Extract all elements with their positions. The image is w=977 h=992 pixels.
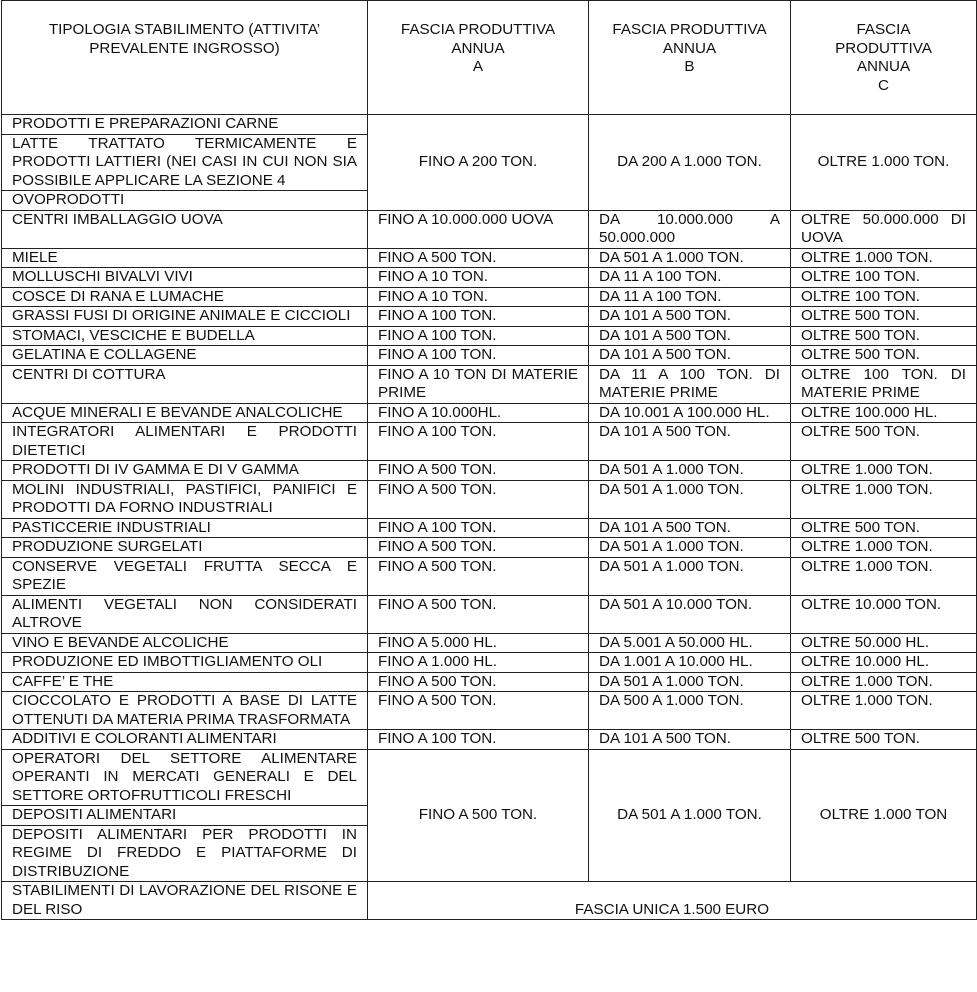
- row-fascia-b: DA 101 A 500 TON.: [589, 326, 791, 346]
- table-row: [2, 210, 977, 248]
- row-fascia-a: FINO A 100 TON.: [368, 326, 589, 346]
- row-fascia-a: FINO A 5.000 HL.: [368, 633, 589, 653]
- row-fascia-c: OLTRE 1.000 TON.: [791, 480, 977, 518]
- header-row: [2, 1, 977, 115]
- row-fascia-b: DA 501 A 10.000 TON.: [589, 595, 791, 633]
- row-fascia-b: DA 101 A 500 TON.: [589, 730, 791, 750]
- group1-fascia-c: OLTRE 1.000 TON.: [791, 115, 977, 211]
- table-row: [2, 461, 977, 481]
- row-fascia-c: OLTRE 500 TON.: [791, 346, 977, 366]
- row-tipologia: ALIMENTI VEGETALI NON CONSIDERATI ALTROVE: [2, 595, 368, 633]
- row-tipologia: INTEGRATORI ALIMENTARI E PRODOTTI DIETETICI: [2, 423, 368, 461]
- row-fascia-a: FINO A 10 TON.: [368, 287, 589, 307]
- row-fascia-c: OLTRE 50.000.000 DI UOVA: [791, 210, 977, 248]
- row-fascia-a: FINO A 100 TON.: [368, 518, 589, 538]
- table-row: [2, 287, 977, 307]
- row-tipologia: ADDITIVI E COLORANTI ALIMENTARI: [2, 730, 368, 750]
- row-tipologia: ACQUE MINERALI E BEVANDE ANALCOLICHE: [2, 403, 368, 423]
- row-fascia-b: DA 101 A 500 TON.: [589, 423, 791, 461]
- row-fascia-b: DA 10.001 A 100.000 HL.: [589, 403, 791, 423]
- row-fascia-a: FINO A 10.000.000 UOVA: [368, 210, 589, 248]
- last-row-type: STABILIMENTI DI LAVORAZIONE DEL RISONE E DEL RISO: [2, 882, 368, 920]
- row-fascia-b: DA 501 A 1.000 TON.: [589, 248, 791, 268]
- group2-fascia-c: OLTRE 1.000 TON: [791, 749, 977, 882]
- row-fascia-c: OLTRE 1.000 TON.: [791, 248, 977, 268]
- row-fascia-c: OLTRE 1.000 TON.: [791, 672, 977, 692]
- row-tipologia: MOLLUSCHI BIVALVI VIVI: [2, 268, 368, 288]
- row-tipologia: MIELE: [2, 248, 368, 268]
- row-tipologia: MOLINI INDUSTRIALI, PASTIFICI, PANIFICI E PRODOTTI DA FORNO INDUSTRIALI: [2, 480, 368, 518]
- row-fascia-a: FINO A 100 TON.: [368, 423, 589, 461]
- row-tipologia: CAFFE’ E THE: [2, 672, 368, 692]
- row-tipologia: PASTICCERIE INDUSTRIALI: [2, 518, 368, 538]
- row-fascia-b: DA 101 A 500 TON.: [589, 307, 791, 327]
- row-fascia-a: FINO A 500 TON.: [368, 557, 589, 595]
- row-fascia-b: DA 501 A 1.000 TON.: [589, 480, 791, 518]
- group2-fascia-b: DA 501 A 1.000 TON.: [589, 749, 791, 882]
- table-row: [2, 557, 977, 595]
- table-row: [2, 538, 977, 558]
- row-fascia-c: OLTRE 100 TON.: [791, 287, 977, 307]
- row-tipologia: VINO E BEVANDE ALCOLICHE: [2, 633, 368, 653]
- table-row: [2, 268, 977, 288]
- row-fascia-b: DA 500 A 1.000 TON.: [589, 692, 791, 730]
- group1-item: OVOPRODOTTI: [2, 191, 368, 211]
- row-fascia-c: OLTRE 1.000 TON.: [791, 557, 977, 595]
- group1-fascia-b: DA 200 A 1.000 TON.: [589, 115, 791, 211]
- table-row: [2, 692, 977, 730]
- row-fascia-a: FINO A 500 TON.: [368, 692, 589, 730]
- row-fascia-c: OLTRE 500 TON.: [791, 307, 977, 327]
- row-fascia-c: OLTRE 1.000 TON.: [791, 461, 977, 481]
- row-tipologia: PRODUZIONE SURGELATI: [2, 538, 368, 558]
- row-tipologia: CONSERVE VEGETALI FRUTTA SECCA E SPEZIE: [2, 557, 368, 595]
- table-row: [2, 518, 977, 538]
- row-fascia-a: FINO A 10.000HL.: [368, 403, 589, 423]
- rows-body: [2, 210, 977, 749]
- row-fascia-b: DA 501 A 1.000 TON.: [589, 461, 791, 481]
- row-tipologia: CENTRI DI COTTURA: [2, 365, 368, 403]
- row-fascia-c: OLTRE 100.000 HL.: [791, 403, 977, 423]
- row-fascia-a: FINO A 100 TON.: [368, 346, 589, 366]
- row-fascia-b: DA 501 A 1.000 TON.: [589, 557, 791, 595]
- row-fascia-a: FINO A 500 TON.: [368, 480, 589, 518]
- row-tipologia: GELATINA E COLLAGENE: [2, 346, 368, 366]
- row-fascia-b: DA 11 A 100 TON.: [589, 268, 791, 288]
- table-row: [2, 365, 977, 403]
- row-fascia-c: OLTRE 50.000 HL.: [791, 633, 977, 653]
- table-row: [2, 653, 977, 673]
- table-row: [2, 307, 977, 327]
- table-row: [2, 595, 977, 633]
- row-fascia-a: FINO A 500 TON.: [368, 538, 589, 558]
- table-row: [2, 326, 977, 346]
- row-fascia-b: DA 1.001 A 10.000 HL.: [589, 653, 791, 673]
- row-fascia-a: FINO A 500 TON.: [368, 672, 589, 692]
- table-row: [2, 730, 977, 750]
- table-row: [2, 882, 977, 920]
- header-fascia-a: FASCIA PRODUTTIVA ANNUA A: [368, 1, 589, 115]
- table-row: [2, 749, 977, 806]
- row-fascia-b: DA 501 A 1.000 TON.: [589, 538, 791, 558]
- row-fascia-c: OLTRE 100 TON.: [791, 268, 977, 288]
- production-bands-table: [1, 0, 977, 920]
- header-fascia-b: FASCIA PRODUTTIVA ANNUA B: [589, 1, 791, 115]
- row-fascia-a: FINO A 10 TON DI MATERIE PRIME: [368, 365, 589, 403]
- row-fascia-b: DA 501 A 1.000 TON.: [589, 672, 791, 692]
- row-tipologia: CIOCCOLATO E PRODOTTI A BASE DI LATTE OTTENUTI DA MATERIA PRIMA TRASFORMATA: [2, 692, 368, 730]
- row-fascia-a: FINO A 500 TON.: [368, 461, 589, 481]
- fascia-unica-cell: FASCIA UNICA 1.500 EURO: [368, 882, 977, 920]
- row-tipologia: CENTRI IMBALLAGGIO UOVA: [2, 210, 368, 248]
- row-fascia-a: FINO A 100 TON.: [368, 307, 589, 327]
- row-tipologia: PRODOTTI DI IV GAMMA E DI V GAMMA: [2, 461, 368, 481]
- group2-item: DEPOSITI ALIMENTARI: [2, 806, 368, 826]
- row-fascia-c: OLTRE 500 TON.: [791, 423, 977, 461]
- row-fascia-a: FINO A 1.000 HL.: [368, 653, 589, 673]
- row-fascia-c: OLTRE 500 TON.: [791, 730, 977, 750]
- row-tipologia: COSCE DI RANA E LUMACHE: [2, 287, 368, 307]
- header-fascia-c: FASCIA PRODUTTIVA ANNUA C: [791, 1, 977, 115]
- row-fascia-a: FINO A 500 TON.: [368, 595, 589, 633]
- row-tipologia: STOMACI, VESCICHE E BUDELLA: [2, 326, 368, 346]
- row-fascia-c: OLTRE 1.000 TON.: [791, 692, 977, 730]
- table-row: [2, 672, 977, 692]
- row-tipologia: PRODUZIONE ED IMBOTTIGLIAMENTO OLI: [2, 653, 368, 673]
- table-row: [2, 423, 977, 461]
- row-fascia-b: DA 10.000.000 A 50.000.000: [589, 210, 791, 248]
- table-row: [2, 403, 977, 423]
- table-row: [2, 248, 977, 268]
- table-row: [2, 115, 977, 135]
- table-row: [2, 346, 977, 366]
- row-fascia-c: OLTRE 10.000 TON.: [791, 595, 977, 633]
- header-tipologia: TIPOLOGIA STABILIMENTO (ATTIVITA’ PREVALENTE INGROSSO): [2, 1, 368, 115]
- group1-item: LATTE TRATTATO TERMICAMENTE E PRODOTTI LATTIERI (NEI CASI IN CUI NON SIA POSSIBILE APPLICARE LA SEZIONE 4: [2, 134, 368, 191]
- row-tipologia: GRASSI FUSI DI ORIGINE ANIMALE E CICCIOLI: [2, 307, 368, 327]
- table-row: [2, 480, 977, 518]
- table-row: [2, 633, 977, 653]
- row-fascia-c: OLTRE 1.000 TON.: [791, 538, 977, 558]
- row-fascia-a: FINO A 10 TON.: [368, 268, 589, 288]
- row-fascia-a: FINO A 100 TON.: [368, 730, 589, 750]
- group1-fascia-a: FINO A 200 TON.: [368, 115, 589, 211]
- group2-item: DEPOSITI ALIMENTARI PER PRODOTTI IN REGIME DI FREDDO E PIATTAFORME DI DISTRIBUZIONE: [2, 825, 368, 882]
- row-fascia-c: OLTRE 100 TON. DI MATERIE PRIME: [791, 365, 977, 403]
- row-fascia-b: DA 11 A 100 TON.: [589, 287, 791, 307]
- row-fascia-c: OLTRE 500 TON.: [791, 326, 977, 346]
- row-fascia-b: DA 101 A 500 TON.: [589, 518, 791, 538]
- group2-fascia-a: FINO A 500 TON.: [368, 749, 589, 882]
- row-fascia-b: DA 5.001 A 50.000 HL.: [589, 633, 791, 653]
- group1-item: PRODOTTI E PREPARAZIONI CARNE: [2, 115, 368, 135]
- row-fascia-b: DA 101 A 500 TON.: [589, 346, 791, 366]
- group2-item: OPERATORI DEL SETTORE ALIMENTARE OPERANTI IN MERCATI GENERALI E DEL SETTORE ORTOFRUTTICOLI FRESCHI: [2, 749, 368, 806]
- row-fascia-a: FINO A 500 TON.: [368, 248, 589, 268]
- row-fascia-c: OLTRE 500 TON.: [791, 518, 977, 538]
- row-fascia-b: DA 11 A 100 TON. DI MATERIE PRIME: [589, 365, 791, 403]
- row-fascia-c: OLTRE 10.000 HL.: [791, 653, 977, 673]
